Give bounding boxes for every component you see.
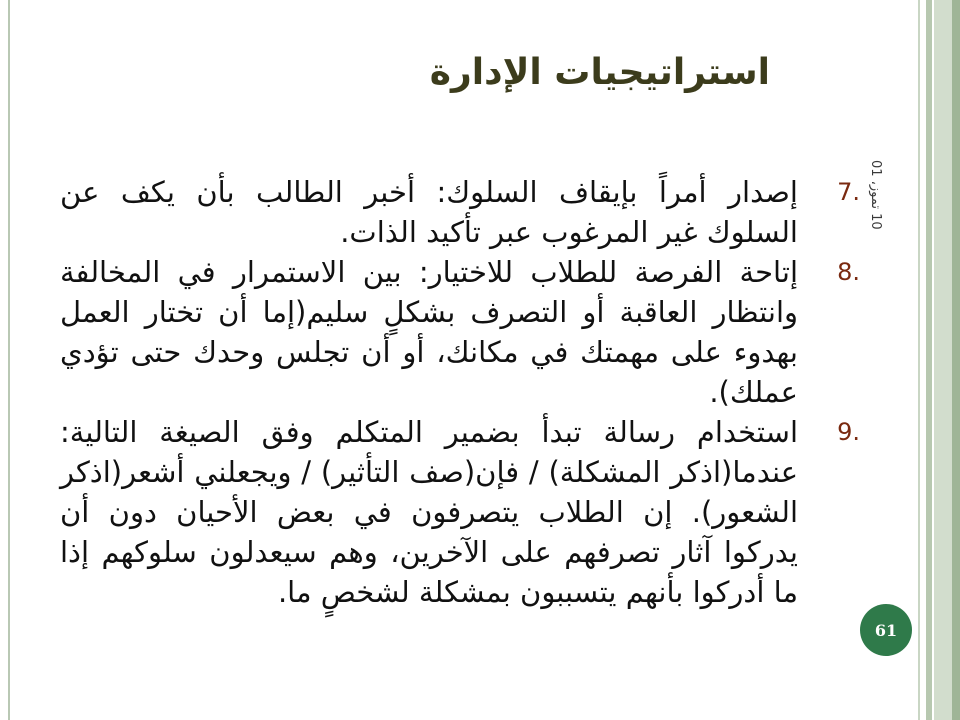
list-item-number: 7. xyxy=(837,178,860,206)
list-item xyxy=(60,252,860,412)
left-border-line xyxy=(8,0,10,720)
page-number-badge: 61 xyxy=(860,604,912,656)
slide-content xyxy=(60,172,860,612)
list-item xyxy=(60,412,860,612)
slide-date: 10 تموز، 01 xyxy=(868,160,883,230)
list-item-text: استخدام رسالة تبدأ بضمير المتكلم وفق الصيغة التالية: عندما(اذكر المشكلة) / فإن(صف التأثير) / ويجعلني أشعر(اذكر الشعور). إن الطلاب يتصرفون في بعض الأحيان دون أن يدركوا آثار تصرفهم على الآخرين، وهم سيعدلون سلوكهم إذا ما أدركوا بأنهم يتسببون بمشكلة لشخصٍ ما. xyxy=(60,415,798,609)
right-border-stripe xyxy=(926,0,932,720)
list-item-number: 8. xyxy=(837,258,860,286)
slide-title: استراتيجيات الإدارة xyxy=(429,52,770,93)
right-border-stripe xyxy=(934,0,952,720)
list-item xyxy=(60,172,860,252)
list-item-text: إصدار أمراً بإيقاف السلوك: أخبر الطالب بأن يكف عن السلوك غير المرغوب عبر تأكيد الذات. xyxy=(60,175,798,249)
right-border-stripe xyxy=(918,0,920,720)
right-border-stripe xyxy=(952,0,960,720)
list-item-number: 9. xyxy=(837,418,860,446)
list-item-text: إتاحة الفرصة للطلاب للاختيار: بين الاستمرار في المخالفة وانتظار العاقبة أو التصرف بشكلٍ سليم(إما أن تختار العمل بهدوء على مهمتك في مكانك، أو أن تجلس وحدك حتى تؤدي عملك). xyxy=(60,255,798,409)
